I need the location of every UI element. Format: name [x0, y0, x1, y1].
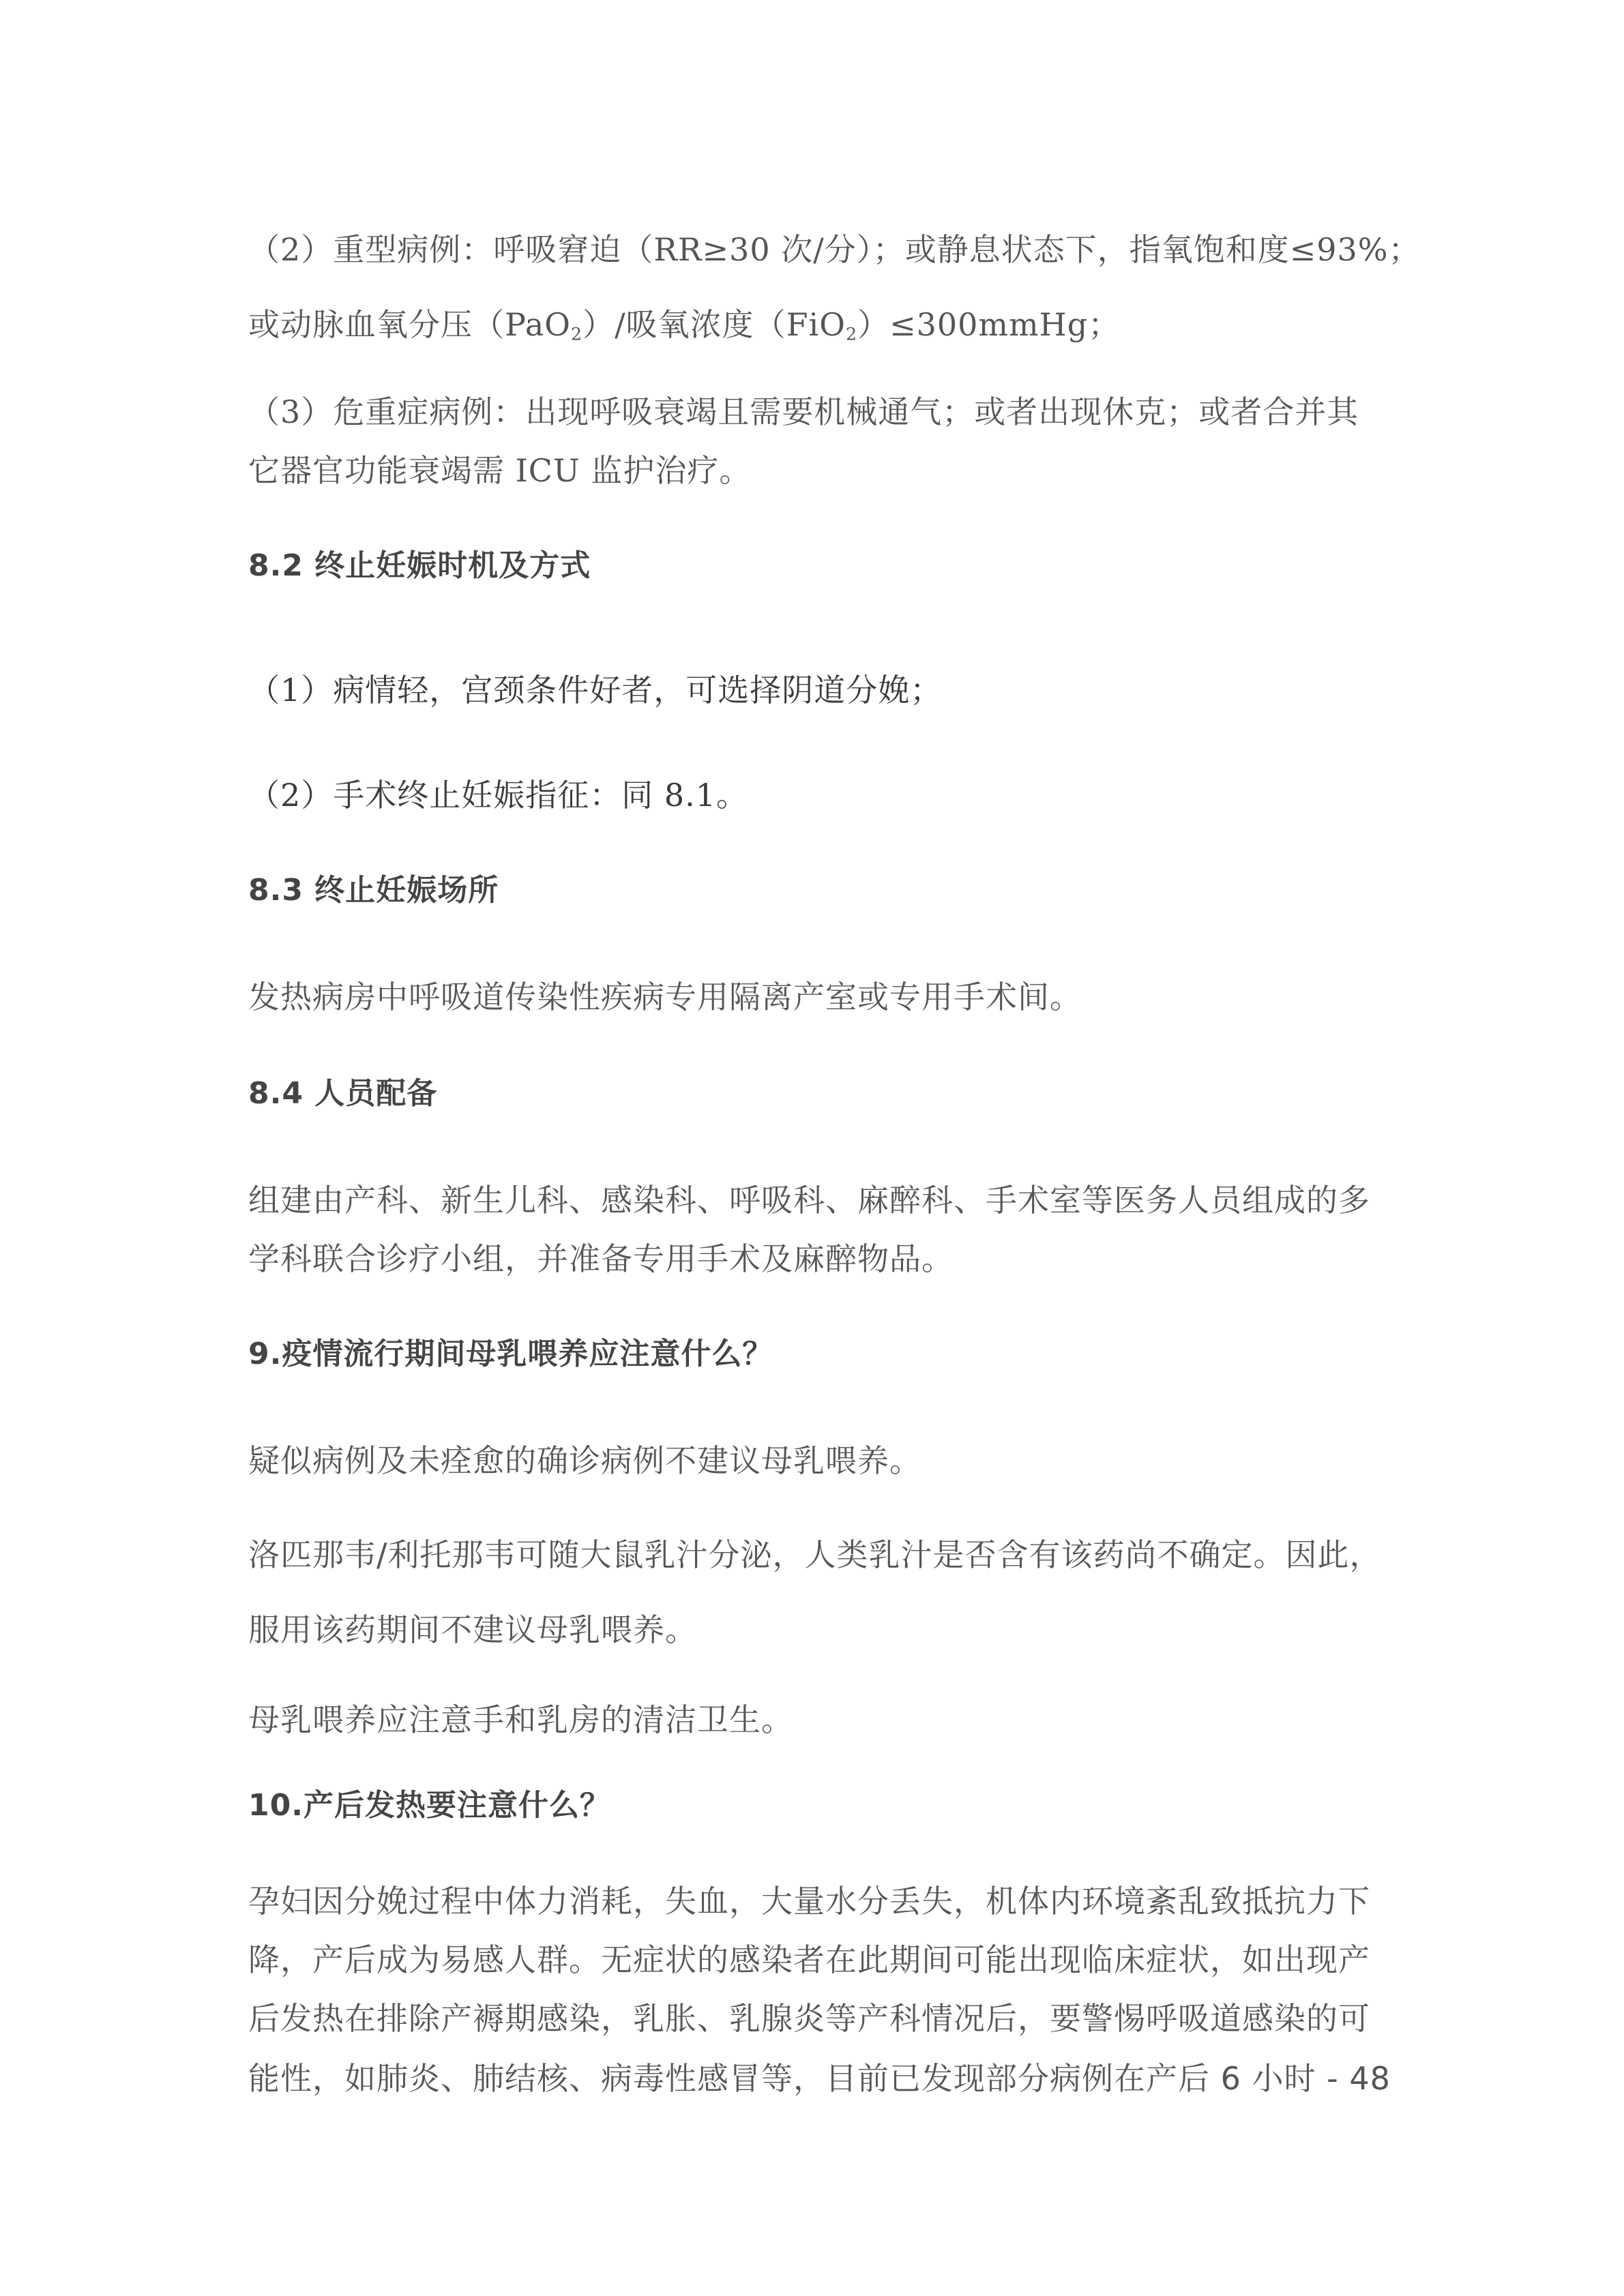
staff-line-2: 学科联合诊疗小组，并准备专用手术及麻醉物品。: [248, 1240, 954, 1277]
text-span: 6 小时 - 48: [1220, 2060, 1391, 2097]
section-heading-8-2: 8.2 终止妊娠时机及方式: [248, 548, 591, 583]
section-heading-8-4: 8.4 人员配备: [248, 1076, 438, 1111]
breastfeeding-line-2: 洛匹那韦/利托那韦可随大鼠乳汁分泌，人类乳汁是否含有该药尚不确定。因此，: [248, 1536, 1382, 1573]
critical-case-line-cont: 它器官功能衰竭需 ICU 监护治疗。: [248, 452, 752, 489]
text-span: ）≤300mmHg；: [857, 306, 1121, 343]
severe-case-line: （2）重型病例：呼吸窘迫（RR≥30 次/分）；或静息状态下，指氧饱和度≤93%；: [248, 231, 1421, 268]
section-heading-8-3: 8.3 终止妊娠场所: [248, 873, 499, 908]
postpartum-line-3: 后发热在排除产褥期感染，乳胀、乳腺炎等产科情况后，要警惕呼吸道感染的可: [248, 2000, 1370, 2037]
delivery-line-2: （2）手术终止妊娠指征：同 8.1。: [248, 777, 749, 814]
text-span: 或动脉血氧分压（PaO: [248, 306, 572, 343]
text-span: ）/吸氧浓度（FiO: [582, 306, 846, 343]
section-heading-10: 10.产后发热要注意什么？: [248, 1788, 610, 1823]
subscript: 2: [845, 324, 858, 344]
oxygenation-line: [248, 304, 1381, 355]
breastfeeding-line-1: 疑似病例及未痊愈的确诊病例不建议母乳喂养。: [248, 1442, 921, 1479]
staff-line-1: 组建由产科、新生儿科、感染科、呼吸科、麻醉科、手术室等医务人员组成的多: [248, 1182, 1370, 1219]
critical-case-line: （3）危重症病例：出现呼吸衰竭且需要机械通气；或者出现休克；或者合并其: [248, 393, 1359, 430]
breastfeeding-line-4: 母乳喂养应注意手和乳房的清洁卫生。: [248, 1701, 793, 1738]
breastfeeding-line-3: 服用该药期间不建议母乳喂养。: [248, 1611, 697, 1648]
location-line: 发热病房中呼吸道传染性疾病专用隔离产室或专用手术间。: [248, 979, 1082, 1015]
postpartum-line-2: 降，产后成为易感人群。无症状的感染者在此期间可能出现临床症状，如出现产: [248, 1941, 1370, 1978]
subscript: 2: [571, 324, 583, 344]
section-heading-9: 9.疫情流行期间母乳喂养应注意什么？: [248, 1337, 773, 1371]
text-span: 能性，如肺炎、肺结核、病毒性感冒等，目前已发现部分病例在产后: [248, 2060, 1221, 2097]
postpartum-line-1: 孕妇因分娩过程中体力消耗，失血，大量水分丢失，机体内环境紊乱致抵抗力下: [248, 1883, 1370, 1920]
postpartum-line-4: [248, 2058, 1391, 2099]
delivery-line-1: （1）病情轻，宫颈条件好者，可选择阴道分娩；: [248, 672, 943, 709]
